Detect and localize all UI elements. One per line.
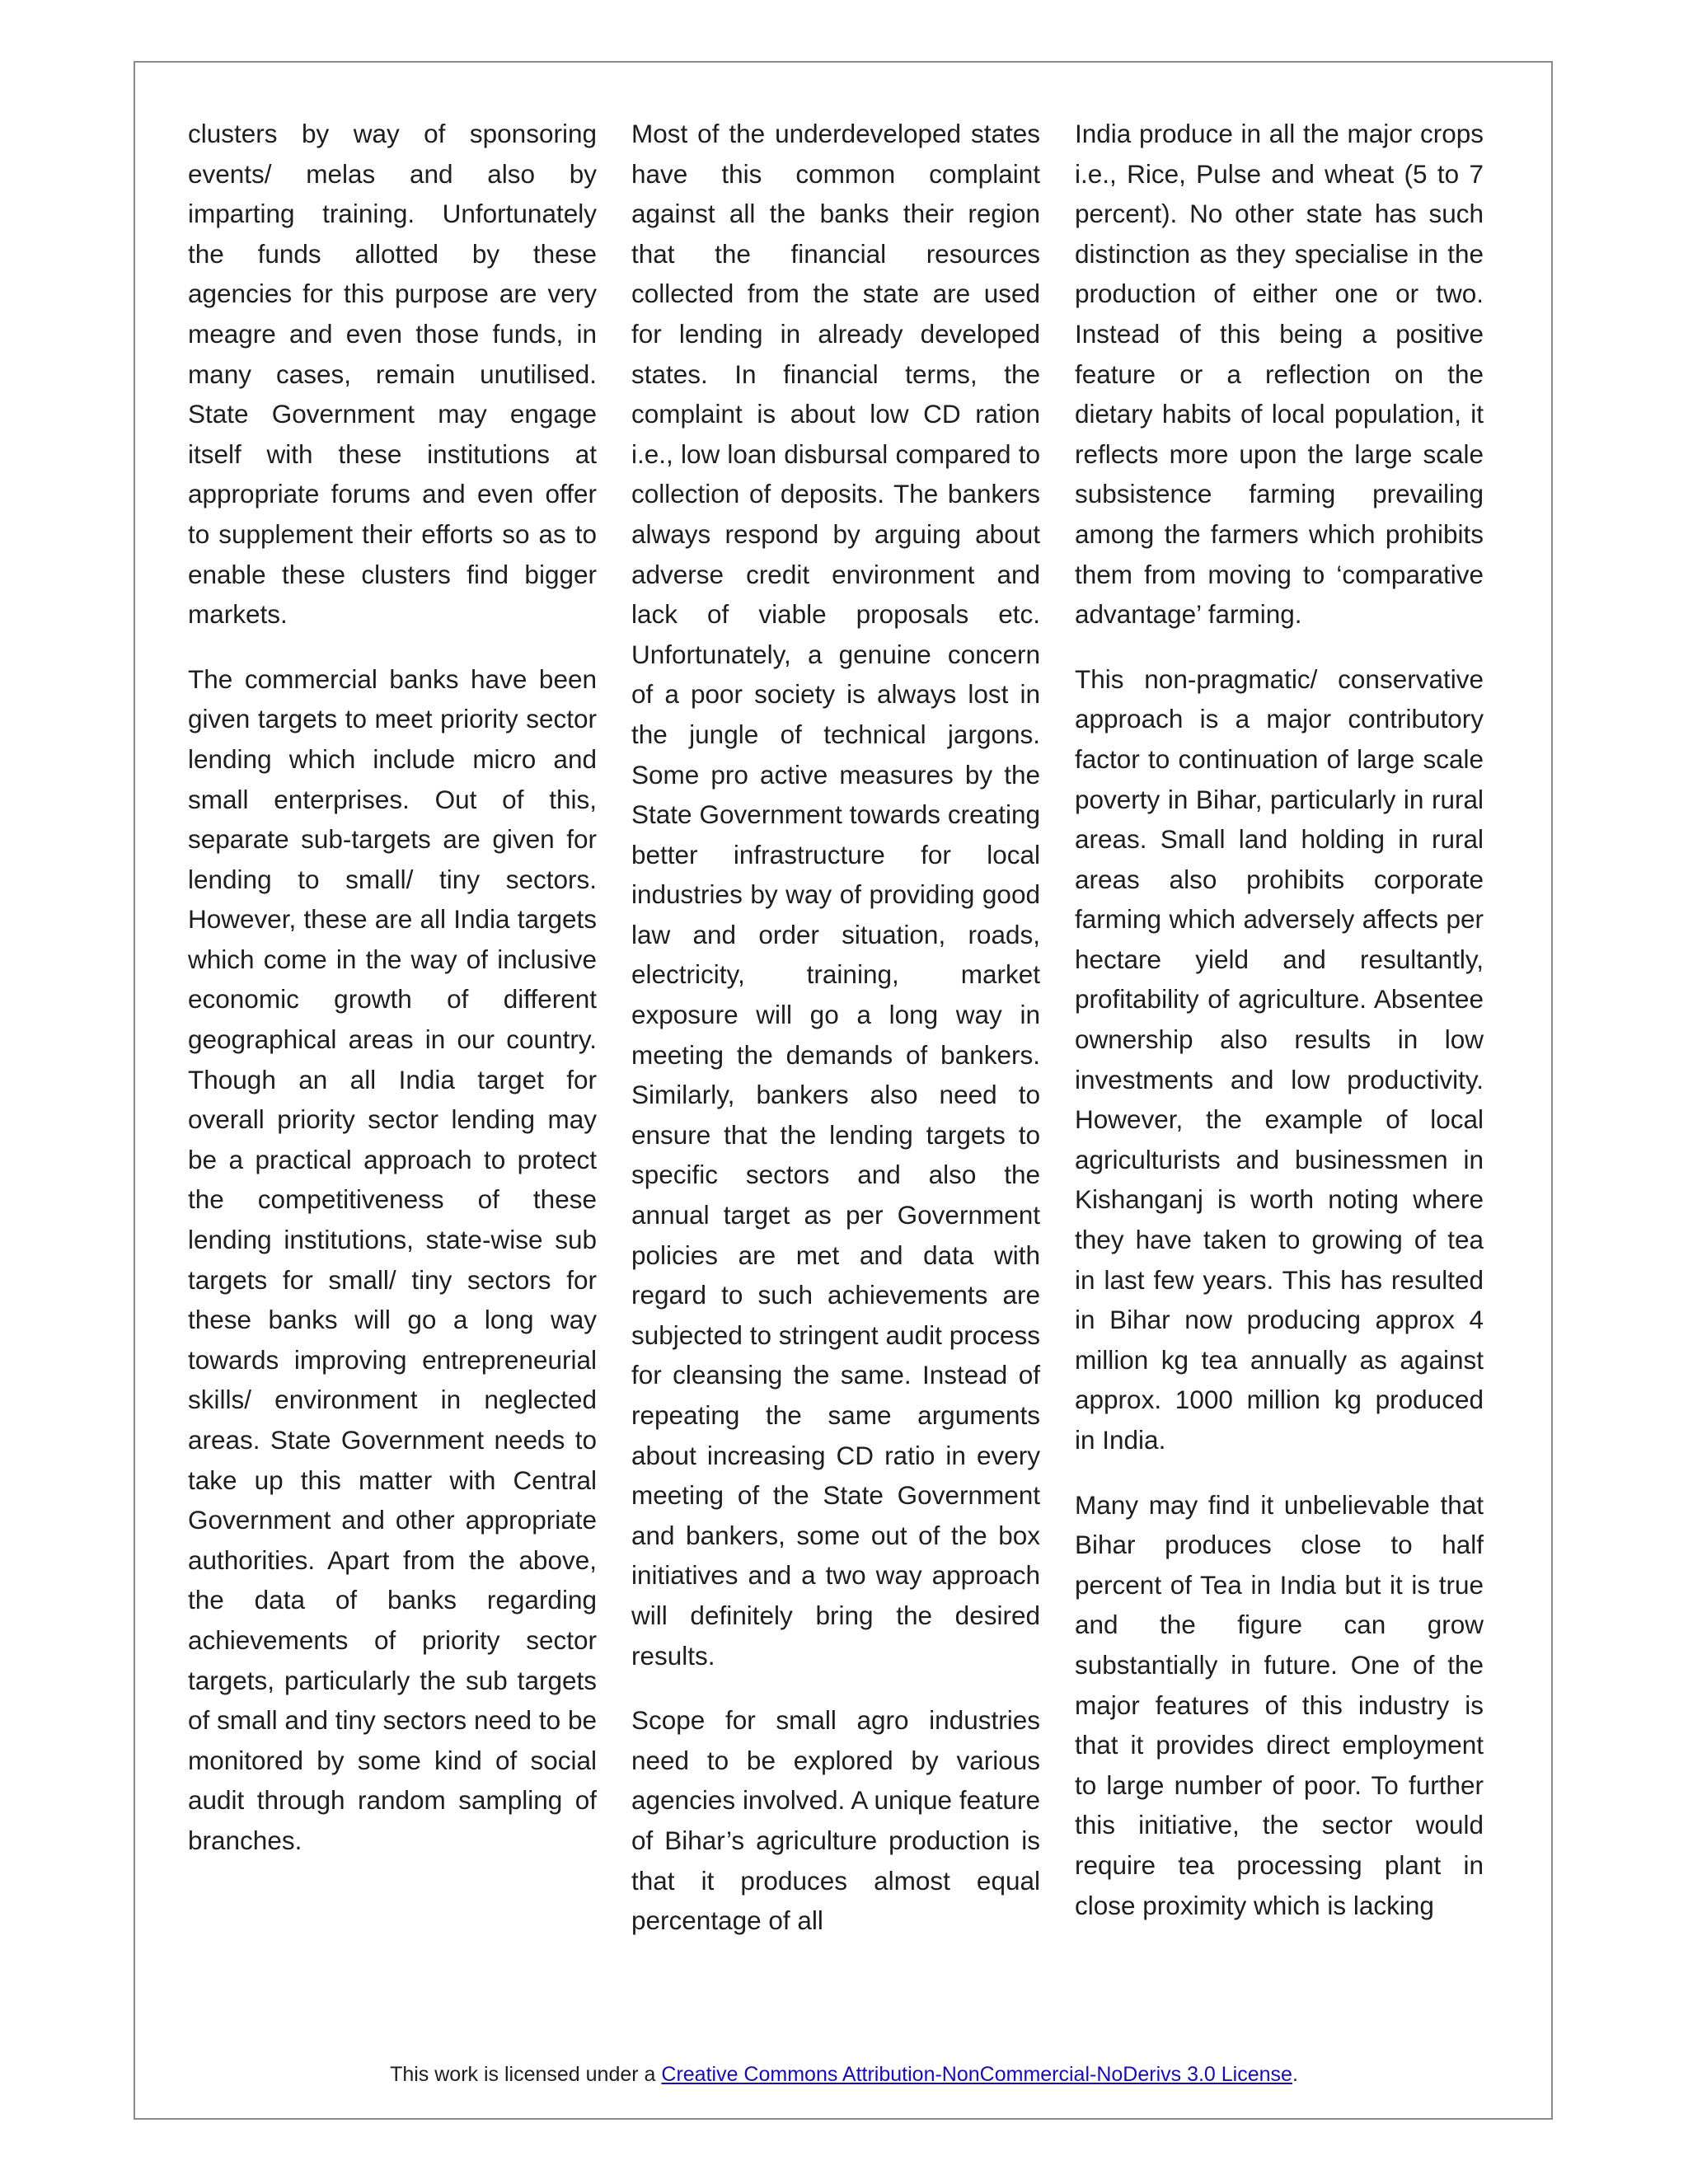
license-link[interactable]: Creative Commons Attribution-NonCommercial-NoDerivs 3.0 License bbox=[661, 2063, 1292, 2086]
paragraph: This non-pragmatic/ conservative approach is a major contributory factor to continuation of large scale poverty in Bihar, particularly in rural areas. Small land holding in rural areas also prohibits corporate farming which adversely affects per hectare yield and resultantly, profitability of agriculture. Absentee ownership also results in low investments and low productivity. However, the example of local agriculturists and businessmen in Kishanganj is worth noting where they have taken to growing of tea in last few years. This has resulted in Bihar now producing approx 4 million kg tea annually as against approx. 1000 million kg produced in India. bbox=[1075, 663, 1484, 1455]
license-suffix: . bbox=[1292, 2063, 1298, 2086]
license-prefix: This work is licensed under a bbox=[390, 2063, 662, 2086]
text-column-right bbox=[1075, 114, 1484, 1950]
paragraph: Many may find it unbelievable that Bihar produces close to half percent of Tea in India but it is true and the figure can grow substantially in future. One of the major features of this industry is that it provides direct employment to large number of poor. To further this initiative, the sector would require tea processing plant in close proximity which is lacking bbox=[1075, 1489, 1484, 1920]
paragraph: Most of the underdeveloped states have this common complaint against all the banks their region that the financial resources collected from the state are used for lending in already developed states. In financial terms, the complaint is about low CD ration i.e., low loan disbursal compared to collection of deposits. The bankers always respond by arguing about adverse credit environment and lack of viable proposals etc. Unfortunately, a genuine concern of a poor society is always lost in the jungle of technical jargons. Some pro active measures by the State Government towards creating better infrastructure for local industries by way of providing good law and order situation, roads, electricity, training, market exposure will go a long way in meeting the demands of bankers. Similarly, bankers also need to ensure that the lending targets to specific sectors and also the annual target as per Government policies are met and data with regard to such achievements are subjected to stringent audit process for cleansing the same. Instead of repeating the same arguments about increasing CD ratio in every meeting of the State Government and bankers, some out of the box initiatives and a two way approach will definitely bring the desired results. bbox=[631, 119, 1040, 1671]
license-footer bbox=[0, 2060, 1688, 2088]
paragraph: clusters by way of sponsoring events/ melas and also by imparting training. Unfortunately the funds allotted by these agencies for this purpose are very meagre and even those funds, in many cases, remain unutilised. State Government may engage itself with these institutions at appropriate forums and even offer to supplement their efforts so as to enable these clusters find bigger markets. bbox=[188, 119, 597, 630]
text-column-left bbox=[188, 114, 597, 1886]
paragraph: India produce in all the major crops i.e., Rice, Pulse and wheat (5 to 7 percent). No other state has such distinction as they specialise in the production of either one or two. Instead of this being a positive feature or a reflection on the dietary habits of local population, it reflects more upon the large scale subsistence farming prevailing among the farmers which prohibits them from moving to ‘comparative advantage’ farming. bbox=[1075, 119, 1484, 630]
text-column-middle bbox=[631, 114, 1040, 1966]
paragraph: The commercial banks have been given targets to meet priority sector lending which include micro and small enterprises. Out of this, separate sub-targets are given for lending to small/ tiny sectors. However, these are all India targets which come in the way of inclusive economic growth of different geographical areas in our country. Though an all India target for overall priority sector lending may be a practical approach to protect the competitiveness of these lending institutions, state-wise sub targets for small/ tiny sectors for these banks will go a long way towards improving entrepreneurial skills/ environment in neglected areas. State Government needs to take up this matter with Central Government and other appropriate authorities. Apart from the above, the data of banks regarding achievements of priority sector targets, particularly the sub targets of small and tiny sectors need to be monitored by some kind of social audit through random sampling of branches. bbox=[188, 663, 597, 1855]
paragraph: Scope for small agro industries need to be explored by various agencies involved. A unique feature of Bihar’s agriculture production is that it produces almost equal percentage of all bbox=[631, 1705, 1040, 1936]
